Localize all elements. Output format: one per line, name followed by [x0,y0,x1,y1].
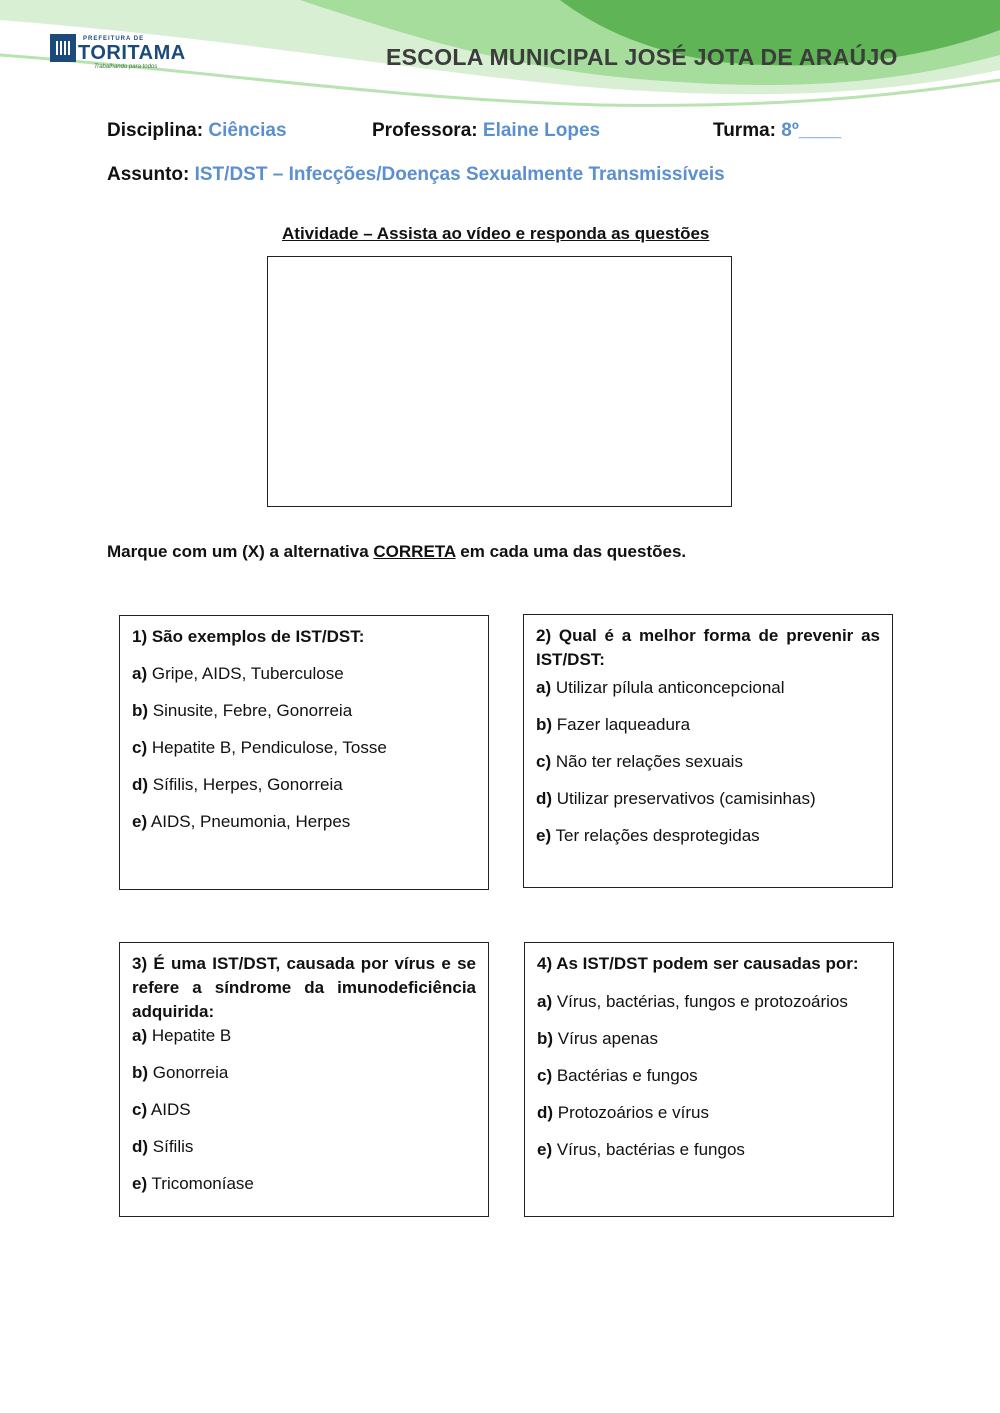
school-name: ESCOLA MUNICIPAL JOSÉ JOTA DE ARAÚJO [386,44,898,70]
answer-option[interactable] [537,1028,881,1050]
answer-option[interactable] [537,1102,881,1124]
option-letter: d) [132,1137,149,1156]
discipline-label: Disciplina: [107,120,204,141]
answer-option[interactable] [132,1136,476,1158]
option-text: Protozoários e vírus [553,1103,709,1122]
option-text: AIDS [147,1100,191,1119]
answer-option[interactable] [132,700,476,722]
answer-option[interactable] [536,825,880,847]
prefeitura-logo [50,34,186,74]
option-letter: e) [132,812,148,831]
option-text: Gonorreia [148,1063,229,1082]
option-letter: c) [132,1100,148,1119]
discipline-value: Ciências [208,120,287,141]
question-title: 3) É uma IST/DST, causada por vírus e se refere a síndrome da imunodeficiência adquirida: [132,954,476,1021]
answer-option[interactable] [132,811,476,833]
answer-option[interactable] [537,1065,881,1087]
logo-mark-icon [50,34,76,62]
option-text: Vírus, bactérias e fungos [552,1140,745,1159]
option-text: Sífilis, Herpes, Gonorreia [148,775,343,794]
class-info [713,120,841,142]
answer-option[interactable] [536,751,880,773]
answer-option[interactable] [132,774,476,796]
question-box-3 [119,942,489,1217]
activity-title: Atividade – Assista ao vídeo e responda as questões [282,224,710,243]
option-text: Tricomoníase [147,1174,254,1193]
question-title: 4) As IST/DST podem ser causadas por: [537,954,859,973]
option-letter: a) [537,992,553,1011]
subject-label: Assunto: [107,164,190,185]
instruction-before: Marque com um (X) a alternativa [107,542,374,561]
option-letter: b) [132,1063,149,1082]
question-title: 1) São exemplos de IST/DST: [132,627,365,646]
teacher-info [372,120,600,142]
answer-option[interactable] [536,714,880,736]
instruction-after: em cada uma das questões. [455,542,687,561]
option-text: Bactérias e fungos [552,1066,698,1085]
answer-option[interactable] [537,1139,881,1161]
logo-text: TORITAMA [78,42,186,64]
answer-option[interactable] [132,663,476,685]
option-text: Sinusite, Febre, Gonorreia [148,701,353,720]
option-text: Fazer laqueadura [552,715,691,734]
option-letter: e) [132,1174,148,1193]
instruction-emphasis: CORRETA [373,542,456,561]
option-text: Vírus apenas [553,1029,658,1048]
logo-small-text: PREFEITURA DE [83,36,145,42]
option-text: Sífilis [148,1137,194,1156]
logo-slogan: Trabalhando para todos [94,64,158,70]
instruction-text [107,542,686,562]
class-label: Turma: [713,120,776,141]
option-text: Ter relações desprotegidas [551,826,760,845]
video-frame[interactable] [267,256,732,507]
option-letter: b) [132,701,149,720]
question-box-1 [119,615,489,890]
question-title: 2) Qual é a melhor forma de prevenir as IST/DST: [536,626,880,669]
option-text: AIDS, Pneumonia, Herpes [147,812,351,831]
answer-option[interactable] [132,1062,476,1084]
option-letter: d) [132,775,149,794]
answer-option[interactable] [537,991,881,1013]
answer-option[interactable] [132,1099,476,1121]
option-letter: c) [537,1066,553,1085]
option-letter: d) [537,1103,554,1122]
question-box-4 [524,942,894,1217]
option-text: Não ter relações sexuais [551,752,743,771]
option-letter: c) [132,738,148,757]
option-letter: e) [536,826,552,845]
answer-option[interactable] [132,1173,476,1195]
option-letter: a) [132,1026,148,1045]
answer-option[interactable] [132,1025,476,1047]
answer-option[interactable] [536,788,880,810]
discipline-info [107,120,287,142]
class-value: 8º____ [781,120,842,141]
option-letter: e) [537,1140,553,1159]
option-letter: a) [536,678,552,697]
option-letter: a) [132,664,148,683]
question-box-2 [523,614,893,888]
option-text: Hepatite B, Pendiculose, Tosse [147,738,387,757]
option-text: Utilizar preservativos (camisinhas) [552,789,816,808]
teacher-value: Elaine Lopes [482,120,601,141]
answer-option[interactable] [536,677,880,699]
answer-option[interactable] [132,737,476,759]
option-text: Gripe, AIDS, Tuberculose [147,664,344,683]
option-text: Hepatite B [147,1026,232,1045]
teacher-label: Professora: [372,120,478,141]
option-text: Utilizar pílula anticoncepcional [551,678,785,697]
option-text: Vírus, bactérias, fungos e protozoários [552,992,848,1011]
option-letter: b) [537,1029,554,1048]
subject-value: IST/DST – Infecções/Doenças Sexualmente Transmissíveis [194,164,725,185]
option-letter: d) [536,789,553,808]
option-letter: b) [536,715,553,734]
option-letter: c) [536,752,552,771]
subject-info [107,164,725,186]
